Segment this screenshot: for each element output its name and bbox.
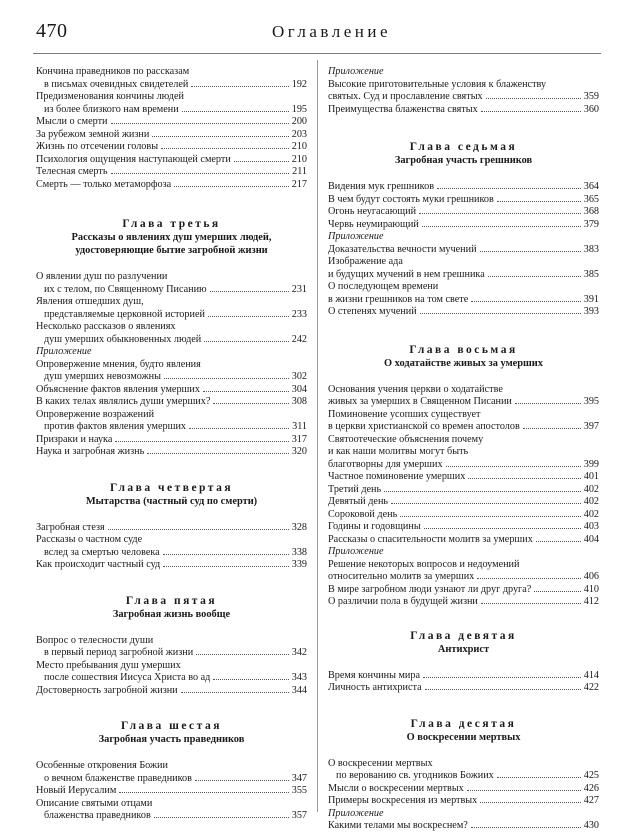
toc-entry [36,384,307,397]
toc-entry [36,647,307,660]
dot-leader [420,313,581,314]
entry-page-number: 395 [583,396,599,407]
entry-title: Мысли о воскресении мертвых [328,782,464,794]
toc-entry-line: Место пребывания душ умерших [36,659,181,671]
chapter-subtitle: Рассказы о явлениях душ умерших людей, [71,232,272,243]
entry-title: Червь неумирающий [328,218,419,230]
entry-title: живых за умерших в Священном Писании [328,396,512,407]
toc-entry [36,547,307,560]
entry-page-number: 401 [583,471,599,482]
toc-entry-line: Святоотеческие объяснения почему [328,433,484,445]
entry-title: Загробная стезя [36,521,105,533]
entry-title: Годины и годовщины [328,521,421,532]
toc-entry [36,685,307,698]
dot-leader [467,790,581,791]
entry-page-number: 383 [583,243,599,255]
dot-leader [515,403,581,404]
entry-page-number: 233 [291,308,307,320]
toc-entry [36,785,307,798]
dot-leader [468,478,580,479]
entry-page-number: 217 [291,178,307,190]
dot-leader [154,817,289,818]
entry-page-number: 406 [583,571,599,582]
entry-title: Объяснение фактов явления умерших [36,383,200,395]
dot-leader [174,186,289,187]
toc-entry [328,104,599,117]
toc-entry [328,521,599,534]
toc-entry-line: О явлении душ по разлучении [36,271,168,282]
entry-title: блаженства праведников [44,810,151,821]
toc-entry-line: Решение некоторых вопросов и недоумений [328,558,520,570]
spacer [328,656,599,670]
entry-page-number: 211 [292,166,307,177]
entry-title: За рубежом земной жизни [36,128,150,140]
entry-page-number: 402 [583,508,599,520]
toc-entry [36,166,307,179]
toc-entry-line: Поминовение усопших существует [328,408,481,420]
toc-entry [328,509,599,522]
dot-leader [446,466,581,467]
toc-entry-line: Вопрос о телесности души [36,634,154,646]
entry-title: В каких телах являлись души умерших? [36,396,211,407]
chapter-heading: Глава десятая [410,717,517,730]
toc-entry [328,194,599,207]
entry-page-number: 355 [291,785,307,796]
toc-entry [36,434,307,447]
entry-title: по верованию св. угодников Божиих [336,770,494,781]
chapter-subtitle: Загробная жизнь вообще [112,608,231,620]
toc-entry [36,104,307,117]
toc-entry-line: Предизменования кончины людей [36,91,184,102]
spacer [36,508,307,522]
chapter-subtitle: О ходатайстве живых за умерших [384,357,543,369]
dot-leader [111,123,289,124]
entry-title: Достоверность загробной жизни [36,684,178,696]
entry-page-number: 302 [291,371,307,382]
entry-title: О степенях мучений [328,306,417,317]
entry-page-number: 391 [583,293,599,305]
appendix-label: Приложение [328,231,384,242]
dot-leader [384,491,581,492]
toc-column-right [328,66,599,833]
entry-title: душ умерших обыкновенных людей [44,333,202,345]
toc-entry [328,269,599,282]
toc-entry [328,584,599,597]
toc-entry [36,179,307,192]
entry-title: Мысли о смерти [36,116,108,127]
entry-title: святых. Суд и прославление святых [328,91,483,102]
entry-page-number: 357 [291,810,307,821]
column-divider [317,60,318,812]
toc-entry-line: О воскресении мертвых [328,757,433,769]
dot-leader [181,692,289,693]
dot-leader [523,428,581,429]
entry-title: о вечном блаженстве праведников [44,772,192,784]
entry-page-number: 343 [291,672,307,683]
toc-entry [328,294,599,307]
chapter-subtitle: Антихрист [437,643,490,655]
dot-leader [119,792,288,793]
toc-entry [328,571,599,584]
entry-page-number: 426 [583,782,599,794]
chapter-heading: Глава шестая [121,720,222,732]
entry-page-number: 347 [291,772,307,784]
toc-entry [328,421,599,434]
dot-leader [437,188,581,189]
dot-leader [204,341,288,342]
entry-title: относительно молитв за умерших [328,571,475,582]
dot-leader [422,226,581,227]
toc-entry-line: Основания учения церкви о ходатайстве [328,383,503,395]
entry-page-number: 210 [291,141,307,152]
entry-title: Видения мук грешников [328,181,435,192]
toc-entry [36,522,307,535]
toc-entry [328,206,599,219]
toc-entry [36,79,307,92]
appendix-label: Приложение [328,66,384,77]
toc-entry [328,244,599,257]
entry-page-number: 342 [291,647,307,658]
dot-leader [419,213,581,214]
toc-entry [328,534,599,547]
toc-entry [36,672,307,685]
entry-page-number: 385 [583,268,599,280]
dot-leader [163,566,288,567]
toc-entry-line: Явления отшедших душ, [36,296,144,307]
toc-entry-line: Несколько рассказов о явлениях [36,321,176,332]
running-title: Оглавление [272,22,391,41]
entry-page-number: 402 [583,496,599,507]
entry-page-number: 368 [583,206,599,217]
entry-title: Девятый день [328,496,389,507]
entry-page-number: 360 [583,103,599,115]
dot-leader [486,98,581,99]
toc-entry [328,770,599,783]
entry-title: Сороковой день [328,508,398,520]
entry-title: против фактов явления умерших [44,421,186,432]
toc-entry [328,596,599,609]
entry-page-number: 422 [583,682,599,693]
toc-entry-line: Кончина праведников по рассказам [36,66,190,77]
toc-entry [36,141,307,154]
entry-title: Частное поминовение умерших [328,471,466,482]
toc-entry [36,446,307,459]
toc-entry-line: Опровержение возражений [36,408,155,420]
entry-title: из более близкого нам времени [44,103,179,115]
entry-page-number: 339 [291,559,307,570]
entry-title: Смерть — только метаморфоза [36,178,172,190]
entry-page-number: 242 [291,333,307,345]
entry-title: Как происходит частный суд [36,559,161,570]
chapter-subtitle: Загробная участь праведников [98,734,245,745]
dot-leader [203,391,289,392]
chapter-subtitle: Загробная участь грешников [394,155,533,166]
spacer [36,746,307,760]
toc-entry [36,559,307,572]
toc-entry [328,484,599,497]
entry-title: Рассказы о спасительности молитв за умерших [328,533,533,545]
spacer [36,621,307,635]
toc-entry [328,795,599,808]
entry-page-number: 200 [291,116,307,127]
entry-title: В мире загробном люди узнают ли друг друга? [328,583,532,595]
spacer [328,370,599,384]
page-number: 470 [36,20,68,42]
toc-entry [328,396,599,409]
dot-leader [480,251,581,252]
entry-page-number: 231 [291,283,307,295]
toc-entry-line: О последующем времени [328,281,439,292]
chapter-subtitle: Мытарства (частный суд по смерти) [85,495,258,507]
dot-leader [471,301,580,302]
appendix-label: Приложение [328,807,384,819]
entry-title: Преимущества блаженства святых [328,103,478,115]
entry-title: Какими телами мы воскреснем? [328,820,468,831]
toc-entry [328,496,599,509]
dot-leader [497,777,581,778]
entry-title: В чем будут состоять муки грешников [328,193,494,205]
dot-leader [182,111,289,112]
dot-leader [477,578,580,579]
entry-title: вслед за смертью человека [44,546,160,558]
entry-page-number: 364 [583,181,599,192]
dot-leader [196,654,289,655]
toc-entry-line: Рассказы о частном суде [36,534,143,545]
toc-entry [36,284,307,297]
toc-entry [328,820,599,833]
dot-leader [191,86,288,87]
entry-title: Личность антихриста [328,682,422,693]
toc-entry-line: Высокие приготовительные условия к блаженству [328,78,547,90]
entry-title: представляемые церковной историей [44,308,205,320]
entry-title: О различии пола в будущей жизни [328,596,478,607]
entry-page-number: 308 [291,396,307,407]
chapter-subtitle: О воскресении мертвых [406,731,521,743]
dot-leader [471,827,581,828]
toc-entry [328,306,599,319]
dot-leader [536,541,581,542]
entry-page-number: 404 [583,533,599,545]
toc-entry [36,396,307,409]
dot-leader [425,689,581,690]
entry-title: после сошествия Иисуса Христа во ад [44,672,211,683]
dot-leader [213,679,288,680]
dot-leader [147,453,288,454]
entry-page-number: 427 [583,795,599,806]
entry-title: Огонь неугасающий [328,206,417,217]
entry-title: Третий день [328,483,382,495]
chapter-heading: Глава пятая [125,594,218,607]
toc-entry [328,91,599,104]
toc-entry [36,334,307,347]
entry-title: Жизнь по отсечении головы [36,141,159,152]
entry-title: в жизни грешников на том свете [328,293,469,305]
entry-title: Наука и загробная жизнь [36,446,145,457]
dot-leader [210,291,289,292]
dot-leader [164,378,289,379]
entry-page-number: 414 [583,669,599,681]
appendix-label: Приложение [328,546,384,557]
entry-page-number: 192 [291,78,307,90]
dot-leader [391,503,581,504]
toc-entry [36,309,307,322]
entry-page-number: 430 [583,820,599,831]
appendix-label: Приложение [36,346,92,357]
toc-entry [328,459,599,472]
entry-page-number: 412 [583,596,599,607]
dot-leader [481,603,581,604]
entry-page-number: 320 [291,446,307,457]
toc-entry [328,682,599,695]
entry-title: в церкви христианской со времен апостолов [328,421,520,432]
dot-leader [195,780,289,781]
dot-leader [111,173,290,174]
entry-title: Телесная смерть [36,166,108,177]
entry-page-number: 344 [291,684,307,696]
dot-leader [161,148,289,149]
toc-entry [36,773,307,786]
entry-page-number: 402 [583,483,599,495]
entry-page-number: 311 [292,421,307,432]
entry-title: в письмах очевидных свидетелей [44,78,189,90]
entry-page-number: 203 [291,128,307,140]
dot-leader [497,201,581,202]
toc-entry [36,129,307,142]
entry-page-number: 317 [291,433,307,445]
entry-title: в первый период загробной жизни [44,647,194,658]
entry-title: Доказательства вечности мучений [328,243,477,255]
dot-leader [423,677,581,678]
dot-leader [208,316,289,317]
entry-page-number: 393 [583,306,599,317]
entry-page-number: 425 [583,770,599,781]
entry-page-number: 304 [291,383,307,395]
toc-entry [36,421,307,434]
entry-page-number: 328 [291,521,307,533]
toc-entry [328,219,599,232]
spacer [328,744,599,758]
entry-page-number: 397 [583,421,599,432]
dot-leader [115,441,288,442]
toc-entry [36,116,307,129]
dot-leader [488,276,581,277]
dot-leader [189,428,289,429]
chapter-heading: Глава третья [122,218,221,230]
chapter-heading: Глава девятая [410,629,517,642]
entry-title: их с телом, по Священному Писанию [44,283,207,295]
chapter-heading: Глава седьмая [409,141,518,153]
dot-leader [480,802,580,803]
chapter-heading: Глава четвертая [109,481,234,494]
entry-page-number: 338 [291,546,307,558]
entry-page-number: 399 [583,458,599,470]
toc-entry-line: Описание святыми отцами [36,797,153,809]
entry-title: Время кончины мира [328,669,421,681]
dot-leader [234,161,289,162]
dot-leader [400,516,580,517]
toc-entry [328,471,599,484]
dot-leader [163,554,289,555]
entry-page-number: 195 [291,103,307,115]
entry-title: Психология ощущения наступающей смерти [36,153,231,165]
entry-page-number: 403 [583,521,599,532]
dot-leader [152,136,288,137]
toc-entry [328,181,599,194]
header-rule [33,53,601,54]
chapter-heading: Глава восьмая [409,343,518,356]
entry-page-number: 410 [583,583,599,595]
toc-entry-line: Изображение ада [328,256,403,267]
chapter-subtitle: удостоверяющие бытие загробной жизни [75,245,268,256]
entry-title: Призраки и наука [36,433,113,445]
entry-page-number: 365 [583,193,599,205]
toc-entry-line: Особенные откровения Божии [36,760,168,771]
toc-entry [328,783,599,796]
entry-title: душ умерших невозможны [44,371,161,382]
toc-column-left [36,66,307,823]
dot-leader [213,403,288,404]
dot-leader [108,529,289,530]
toc-entry [36,154,307,167]
entry-title: Примеры воскресения из мертвых [328,795,478,806]
spacer [36,257,307,271]
toc-entry [328,670,599,683]
entry-page-number: 210 [291,153,307,165]
dot-leader [424,528,581,529]
entry-page-number: 359 [583,91,599,102]
dot-leader [481,111,581,112]
spacer [328,167,599,181]
entry-page-number: 379 [583,218,599,230]
toc-entry-line: и как наши молитвы могут быть [328,446,469,457]
toc-entry-line: Опровержение мнения, будто явления [36,358,201,370]
toc-entry [36,371,307,384]
entry-title: и будущих мучений в нем грешника [328,268,485,280]
dot-leader [534,591,580,592]
entry-title: Новый Иерусалим [36,785,117,796]
page-header [0,0,635,60]
entry-title: благотворны для умерших [328,458,443,470]
